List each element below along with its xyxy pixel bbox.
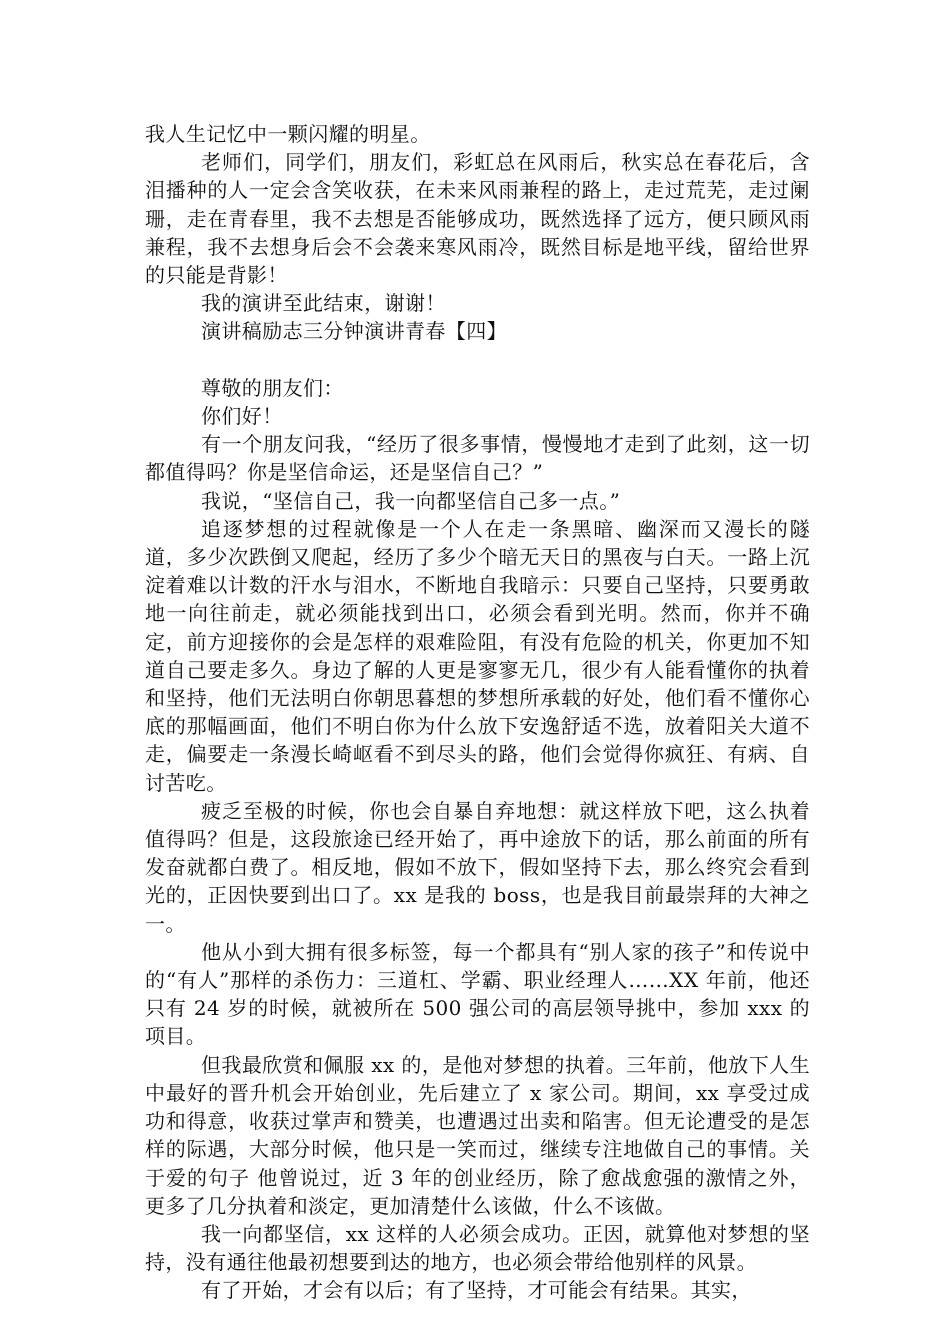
paragraph: 我的演讲至此结束，谢谢！ bbox=[201, 291, 446, 316]
paragraph: 我一向都坚信，xx 这样的人必须会成功。正因，就算他对梦想的坚持，没有通往他最初想要到达的地方，也必须会带给他别样的风景。 bbox=[145, 1221, 810, 1275]
paragraph: 我人生记忆中一颗闪耀的明星。 bbox=[145, 122, 431, 146]
paragraph: 我说，“坚信自己，我一向都坚信自己多一点。” bbox=[201, 488, 621, 513]
paragraph: 他从小到大拥有很多标签，每一个都具有“别人家的孩子”和传说中的“有人”那样的杀伤力：三道杠、学霸、职业经理人……XX 年前，他还只有 24 岁的时候，就被所在 500 强公司的高层领导挑中，参加 xxx 的项目。 bbox=[145, 939, 810, 1049]
section-heading: 演讲稿励志三分钟演讲青春【四】 bbox=[201, 319, 507, 344]
paragraph: 追逐梦想的过程就像是一个人在走一条黑暗、幽深而又漫长的隧道，多少次跌倒又爬起，经历了多少个暗无天日的黑夜与白天。一路上沉淀着难以计数的汗水与泪水，不断地自我暗示：只要自己坚持，只要勇敢地一向往前走，就必须能找到出口，必须会看到光明。然而，你并不确定，前方迎接你的会是怎样的艰难险阻，有没有危险的机关，你更加不知道自己要走多久。身边了解的人更是寥寥无几，很少有人能看懂你的执着和坚持，他们无法明白你朝思暮想的梦想所承载的好处，他们看不懂你心底的那幅画面，他们不明白你为什么放下安逸舒适不选，放着阳关大道不走，偏要走一条漫长崎岖看不到尽头的路，他们会觉得你疯狂、有病、自讨苦吃。 bbox=[145, 516, 810, 795]
blank-line bbox=[145, 346, 810, 374]
greeting: 你们好！ bbox=[201, 404, 283, 429]
paragraph: 有了开始，才会有以后；有了坚持，才可能会有结果。其实， bbox=[201, 1278, 752, 1303]
salutation: 尊敬的朋友们： bbox=[201, 375, 344, 400]
paragraph: 疲乏至极的时候，你也会自暴自弃地想：就这样放下吧，这么执着值得吗？但是，这段旅途已经开始了，再中途放下的话，那么前面的所有发奋就都白费了。相反地，假如不放下，假如坚持下去，那么终究会看到光的，正因快要到出口了。xx 是我的 boss，也是我目前最崇拜的大神之一。 bbox=[145, 798, 810, 936]
document-body bbox=[145, 120, 810, 1305]
paragraph: 老师们，同学们，朋友们，彩虹总在风雨后，秋实总在春花后，含泪播种的人一定会含笑收获，在未来风雨兼程的路上，走过荒芜，走过阑珊，走在青春里，我不去想是否能够成功，既然选择了远方，便只顾风雨兼程，我不去想身后会不会袭来寒风雨冷，既然目标是地平线，留给世界的只能是背影！ bbox=[145, 150, 810, 288]
paragraph: 有一个朋友问我，“经历了很多事情，慢慢地才走到了此刻，这一切都值得吗？你是坚信命运，还是坚信自己？” bbox=[145, 432, 810, 485]
paragraph: 但我最欣赏和佩服 xx 的，是他对梦想的执着。三年前，他放下人生中最好的晋升机会开始创业，先后建立了 x 家公司。期间，xx 享受过成功和得意，收获过掌声和赞美，也遭遇过出卖和陷害。但无论遭受的是怎样的际遇，大部分时候，他只是一笑而过，继续专注地做自己的事情。关于爱的句子 他曾说过，近 3 年的创业经历，除了愈战愈强的激情之外，更多了几分执着和淡定，更加清楚什么该做，什么不该做。 bbox=[145, 1052, 810, 1218]
